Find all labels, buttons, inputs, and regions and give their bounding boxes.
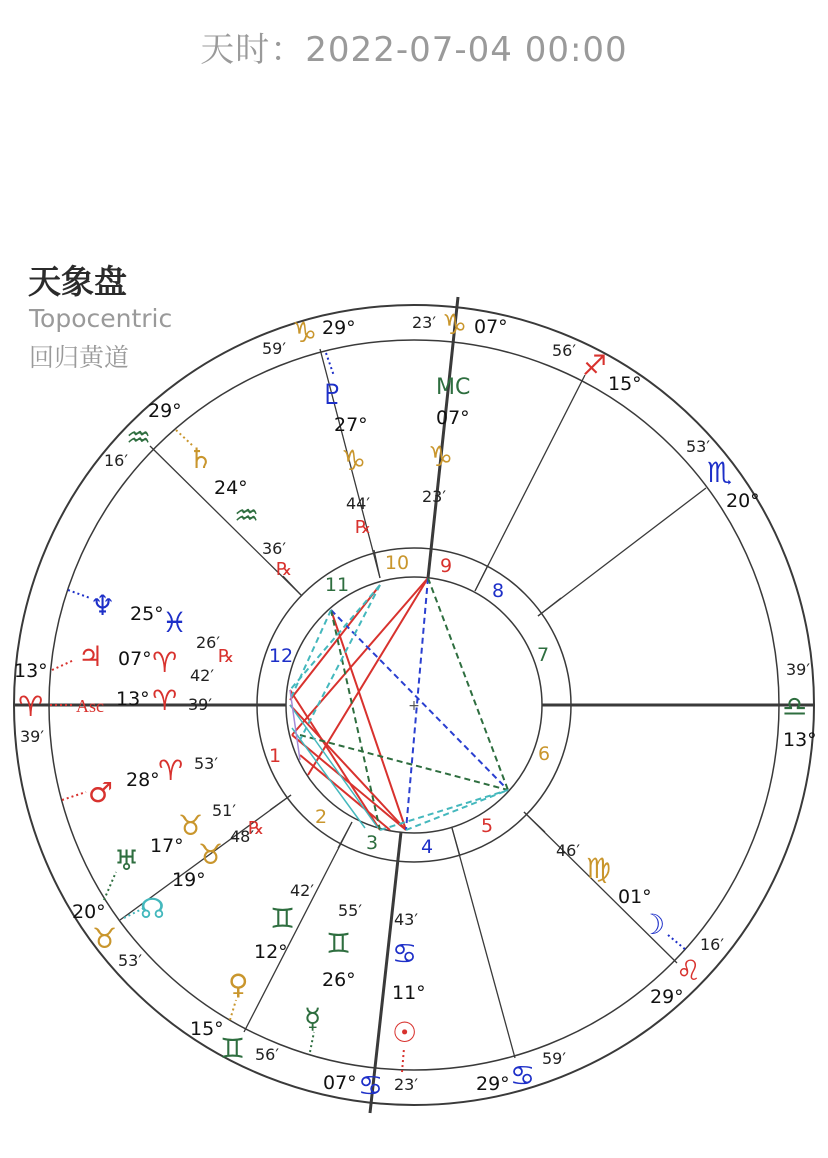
cusp-11-min: 59′ xyxy=(262,339,286,358)
cusp-mc-min: 23′ xyxy=(412,313,436,332)
cusp-dsc-sign-glyph: ♎ xyxy=(782,690,808,723)
jupiter-sign-glyph: ♈ xyxy=(152,646,178,679)
cusp-9-min: 56′ xyxy=(552,341,576,360)
saturn-retrograde-icon: ℞ xyxy=(276,559,293,580)
divider-5 xyxy=(374,550,380,578)
north-node-deg: 19° xyxy=(172,869,206,891)
venus-sign-glyph: ♊ xyxy=(270,902,296,935)
mercury-deg: 26° xyxy=(322,969,356,991)
chart-center-mark: + xyxy=(408,698,420,714)
pluto-sign-glyph: ♑ xyxy=(341,444,367,477)
mercury-pointer xyxy=(310,1032,314,1052)
neptune-pointer xyxy=(68,590,90,598)
venus-min: 42′ xyxy=(290,881,314,900)
house-number-11: 11 xyxy=(324,574,350,596)
house-number-7: 7 xyxy=(536,644,550,666)
divider-8 xyxy=(338,822,352,848)
cusp-ic-min: 23′ xyxy=(394,1075,418,1094)
sun-min: 43′ xyxy=(394,910,418,929)
pluto-min: 44′ xyxy=(346,494,370,513)
neptune-deg: 25° xyxy=(130,603,164,625)
pluto-retrograde-icon: ℞ xyxy=(355,517,372,538)
cusp-11-sign-glyph: ♑ xyxy=(292,316,318,349)
house-number-4: 4 xyxy=(420,836,434,858)
north-node-icon: ☊ xyxy=(140,892,165,925)
cusp-8-min: 53′ xyxy=(686,437,710,456)
house-number-10: 10 xyxy=(384,552,410,574)
cusp-2-deg: 20° xyxy=(72,901,106,923)
mars-deg: 28° xyxy=(126,769,160,791)
mercury-min: 55′ xyxy=(338,901,362,920)
aspect-line-red xyxy=(290,690,380,830)
cusp-line-5 xyxy=(452,828,515,1058)
neptune-sign-glyph: ♓ xyxy=(162,606,188,639)
cusp-2-min: 53′ xyxy=(118,951,142,970)
divider-9 xyxy=(452,828,460,856)
cusp-5-deg: 29° xyxy=(476,1073,510,1095)
saturn-min: 36′ xyxy=(262,539,286,558)
house-number-6: 6 xyxy=(537,743,551,765)
divider-11 xyxy=(538,598,561,616)
cusp-ic-deg: 07° xyxy=(323,1072,357,1094)
cusp-mc-sign-glyph: ♑ xyxy=(442,308,468,341)
mars-sign-glyph: ♈ xyxy=(158,754,184,787)
jupiter-pointer xyxy=(52,660,74,670)
mc-label: MC xyxy=(436,375,471,400)
cusp-6-deg: 29° xyxy=(650,986,684,1008)
mars-min: 53′ xyxy=(194,754,218,773)
aspect-line-red xyxy=(290,705,406,830)
mc-sign-glyph: ♑ xyxy=(428,440,454,473)
cusp-3-sign-glyph: ♊ xyxy=(220,1032,246,1065)
north-node-sign-glyph: ♉ xyxy=(198,838,224,871)
planet-labels xyxy=(50,353,686,1072)
pluto-pointer xyxy=(326,353,334,376)
moon-deg: 01° xyxy=(618,886,652,908)
cusp-dsc-min: 39′ xyxy=(786,660,810,679)
sun-icon: ☉ xyxy=(392,1016,418,1049)
aspect-line-cyan xyxy=(290,705,378,828)
cusp-dsc-deg: 13° xyxy=(783,729,817,751)
ascendant-min: 39′ xyxy=(188,695,212,714)
house-number-8: 8 xyxy=(491,580,505,602)
house-number-3: 3 xyxy=(365,832,379,854)
ascendant-deg: 13° xyxy=(116,688,150,710)
mc-deg: 07° xyxy=(436,407,470,429)
chart-zodiac-label: 回归黄道 xyxy=(29,343,130,372)
chart-mode-label: Topocentric xyxy=(29,304,173,333)
house-number-12: 12 xyxy=(268,645,294,667)
jupiter-min: 42′ xyxy=(190,666,214,685)
jupiter-deg: 07° xyxy=(118,648,152,670)
ascendant-sign-glyph: ♈ xyxy=(152,684,178,717)
pluto-icon: ♇ xyxy=(320,378,346,411)
aspect-line-violet xyxy=(290,690,300,760)
cusp-mc-deg: 07° xyxy=(474,316,508,338)
mercury-icon: ☿ xyxy=(304,1002,322,1035)
neptune-icon: ♆ xyxy=(90,589,116,622)
moon-sign-glyph: ♍ xyxy=(586,852,612,885)
chart-datetime: 天时：2022-07-04 00:00 xyxy=(200,30,628,70)
cusp-line-9 xyxy=(475,375,585,591)
cusp-3-deg: 15° xyxy=(190,1018,224,1040)
venus-icon: ♀ xyxy=(228,968,249,1001)
moon-icon: ☽ xyxy=(640,908,666,941)
aspect-line-green xyxy=(428,578,508,790)
saturn-deg: 24° xyxy=(214,477,248,499)
divider-7 xyxy=(270,795,291,810)
chart-title: 天象盘 xyxy=(28,262,127,301)
cusp-12-min: 16′ xyxy=(104,451,128,470)
cusp-5-min: 59′ xyxy=(542,1049,566,1068)
cusp-5-sign-glyph: ♋ xyxy=(510,1059,536,1092)
saturn-icon: ♄ xyxy=(188,442,214,475)
cusp-12-deg: 29° xyxy=(148,400,182,422)
saturn-sign-glyph: ♒ xyxy=(234,499,260,532)
cusp-9-deg: 15° xyxy=(608,373,642,395)
cusp-6-min: 16′ xyxy=(700,935,724,954)
mars-icon: ♂ xyxy=(88,776,114,809)
venus-deg: 12° xyxy=(254,941,288,963)
cusp-3-min: 56′ xyxy=(255,1045,279,1064)
uranus-icon: ♅ xyxy=(114,844,140,877)
sun-pointer xyxy=(402,1048,404,1072)
cusp-line-8 xyxy=(538,488,706,616)
uranus-sign-glyph: ♉ xyxy=(178,809,204,842)
mc-axis-label xyxy=(422,375,470,506)
north-node-retrograde-icon: ℞ xyxy=(248,818,265,839)
mars-pointer xyxy=(62,792,86,800)
neptune-retrograde-icon: ℞ xyxy=(218,646,235,667)
moon-pointer xyxy=(668,935,686,950)
cusp-11-deg: 29° xyxy=(322,317,356,339)
aspect-line-cyan xyxy=(290,585,380,690)
pluto-deg: 27° xyxy=(334,414,368,436)
divider-12 xyxy=(475,565,488,591)
house-number-5: 5 xyxy=(480,815,494,837)
moon-min: 46′ xyxy=(556,841,580,860)
cusp-asc-sign-glyph: ♈ xyxy=(18,690,44,723)
north-node-min: 48′ xyxy=(230,827,254,846)
ascendant-label: Asc xyxy=(76,696,104,716)
cusp-8-sign-glyph: ♏ xyxy=(707,456,733,489)
jupiter-icon: ♃ xyxy=(78,640,104,673)
cusp-6-sign-glyph: ♌ xyxy=(676,954,702,987)
divider-10 xyxy=(524,812,545,832)
mercury-sign-glyph: ♊ xyxy=(326,927,352,960)
house-number-9: 9 xyxy=(439,555,453,577)
uranus-deg: 17° xyxy=(150,835,184,857)
cusp-2-sign-glyph: ♉ xyxy=(92,922,118,955)
cusp-9-sign-glyph: ♐ xyxy=(582,349,608,382)
uranus-min: 51′ xyxy=(212,801,236,820)
cusp-ic-sign-glyph: ♋ xyxy=(358,1069,384,1102)
cusp-8-deg: 20° xyxy=(726,490,760,512)
mc-min: 23′ xyxy=(422,487,446,506)
cusp-asc-deg: 13° xyxy=(14,660,48,682)
house-number-2: 2 xyxy=(314,806,328,828)
house-number-1: 1 xyxy=(268,745,282,767)
venus-pointer xyxy=(230,1000,236,1020)
cusp-asc-min: 39′ xyxy=(20,727,44,746)
cusp-12-sign-glyph: ♒ xyxy=(126,421,152,454)
sun-sign-glyph: ♋ xyxy=(392,937,418,970)
neptune-min: 26′ xyxy=(196,633,220,652)
sun-deg: 11° xyxy=(392,982,426,1004)
